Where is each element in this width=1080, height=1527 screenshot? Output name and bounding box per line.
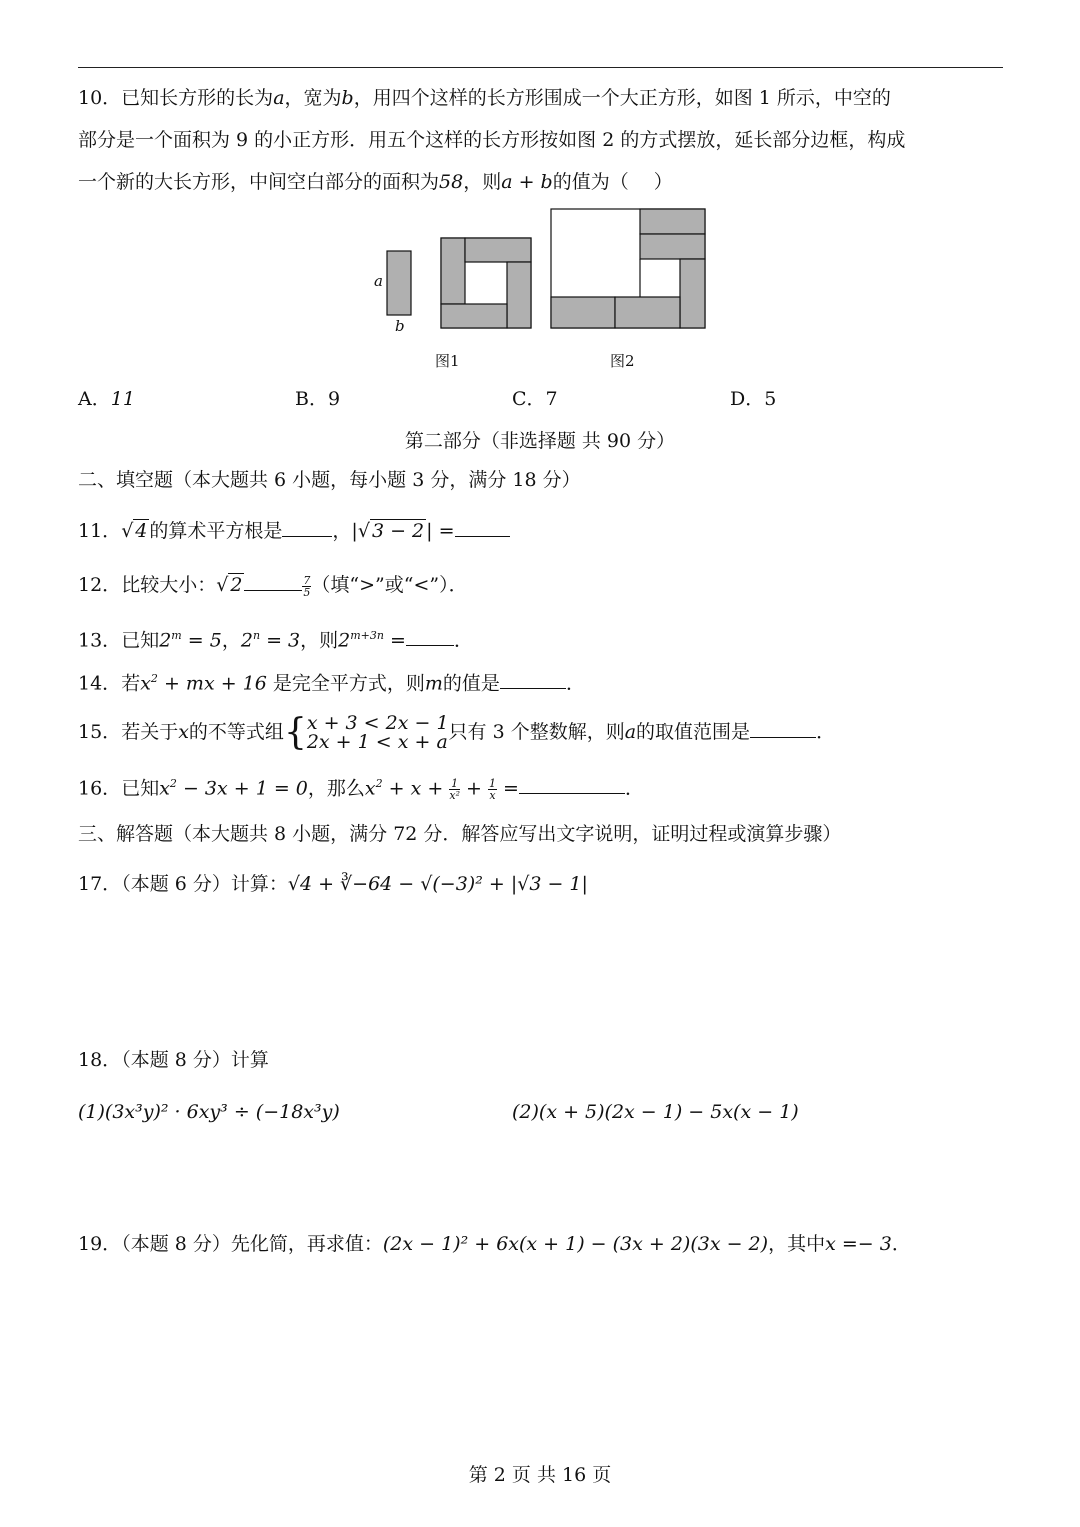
- fig1-caption: 图1: [435, 352, 460, 370]
- q16: 16．已知$x^2 - 3x + 1 = 0$，那么$x^2 + x$ + $\frac{1}{\text{x²}}$ + $\frac{1}{x}$ = ．: [78, 776, 644, 802]
- q16-fraction-1: $\frac{1}{\text{x²}}$: [449, 776, 460, 802]
- single-rectangle: [387, 251, 411, 315]
- q15-system: x + 3 < 2x − 1 2x + 1 < x + a: [306, 712, 449, 753]
- q13: 13．已知$2^m = 5$，$2^n = 3$，则$2^{m+3n}$ = ．: [78, 629, 473, 652]
- q15-blank[interactable]: [750, 719, 816, 738]
- section2-title: 二、填空题（本大题共 6 小题，每小题 3 分，满分 18 分）: [78, 469, 581, 491]
- q10-line3: 一个新的大长方形，中间空白部分的面积为58，则a + b的值为（ ）: [78, 171, 673, 193]
- q19: 19．（本题 8 分）先化简，再求值：(2x − 1)² + 6x(x + 1) − (3x + 2)(3x − 2)，其中x =− 3．: [78, 1233, 911, 1255]
- q12: 12．比较大小：√ 2 $\frac{7}{5}$ （填“>”或“<”）．: [78, 573, 468, 599]
- q10-figures: [360, 205, 720, 340]
- q18-part1: (1)(3x³y)² · 6xy³ ÷ (−18x³y): [78, 1101, 340, 1123]
- q15: 15．若关于x的不等式组{ x + 3 < 2x − 1 2x + 1 < x + a 只有 3 个整数解，则a的取值范围是 ．: [78, 712, 836, 753]
- header-rule: [78, 67, 1003, 68]
- q15-brace: {: [283, 712, 307, 753]
- fig2-caption: 图2: [610, 352, 635, 370]
- q16-blank[interactable]: [519, 775, 625, 794]
- q16-fraction-2: $\frac{1}{x}$: [488, 776, 496, 802]
- q18-part2: (2)(x + 5)(2x − 1) − 5x(x − 1): [512, 1101, 799, 1123]
- section3-title: 三、解答题（本大题共 8 小题，满分 72 分．解答应写出文字说明，证明过程或演算步骤）: [78, 823, 842, 845]
- q11-blank-1[interactable]: [282, 518, 332, 537]
- q11: 11．√ 4 的算术平方根是 ，|√ 3 − 2 | =: [78, 518, 510, 543]
- fig-label-a: a: [374, 272, 383, 290]
- q10-line2: 部分是一个面积为 9 的小正方形．用五个这样的长方形按如图 2 的方式摆放，延长部分边框，构成: [78, 129, 906, 151]
- q12-blank[interactable]: [244, 572, 302, 591]
- q14-blank[interactable]: [500, 670, 566, 689]
- fig-label-b: b: [395, 317, 405, 335]
- q14: 14．若$x^2$ + mx + 16 是完全平方式，则m的值是 ．: [78, 672, 585, 695]
- page-footer: 第 2 页 共 16 页: [468, 1464, 612, 1486]
- q18: 18．（本题 8 分）计算: [78, 1049, 269, 1071]
- q11-blank-2[interactable]: [455, 518, 510, 537]
- q10-line1: 10．已知长方形的长为a，宽为b，用四个这样的长方形围成一个大正方形，如图 1 所示，中空的: [78, 87, 891, 109]
- figure-2: [551, 209, 705, 328]
- part2-title: 第二部分（非选择题 共 90 分）: [404, 430, 676, 452]
- figure-1: [441, 238, 531, 328]
- q17: 17．（本题 6 分）计算：√4 + ∛−64 − √(−3)² + |√3 − 1|: [78, 873, 588, 895]
- option-b: B．9: [295, 388, 341, 410]
- q13-blank[interactable]: [406, 627, 454, 646]
- option-d: D．5: [730, 388, 777, 410]
- option-a: A．11: [78, 388, 135, 410]
- q12-fraction: $\frac{7}{5}$: [303, 573, 311, 599]
- option-c: C．7: [512, 388, 558, 410]
